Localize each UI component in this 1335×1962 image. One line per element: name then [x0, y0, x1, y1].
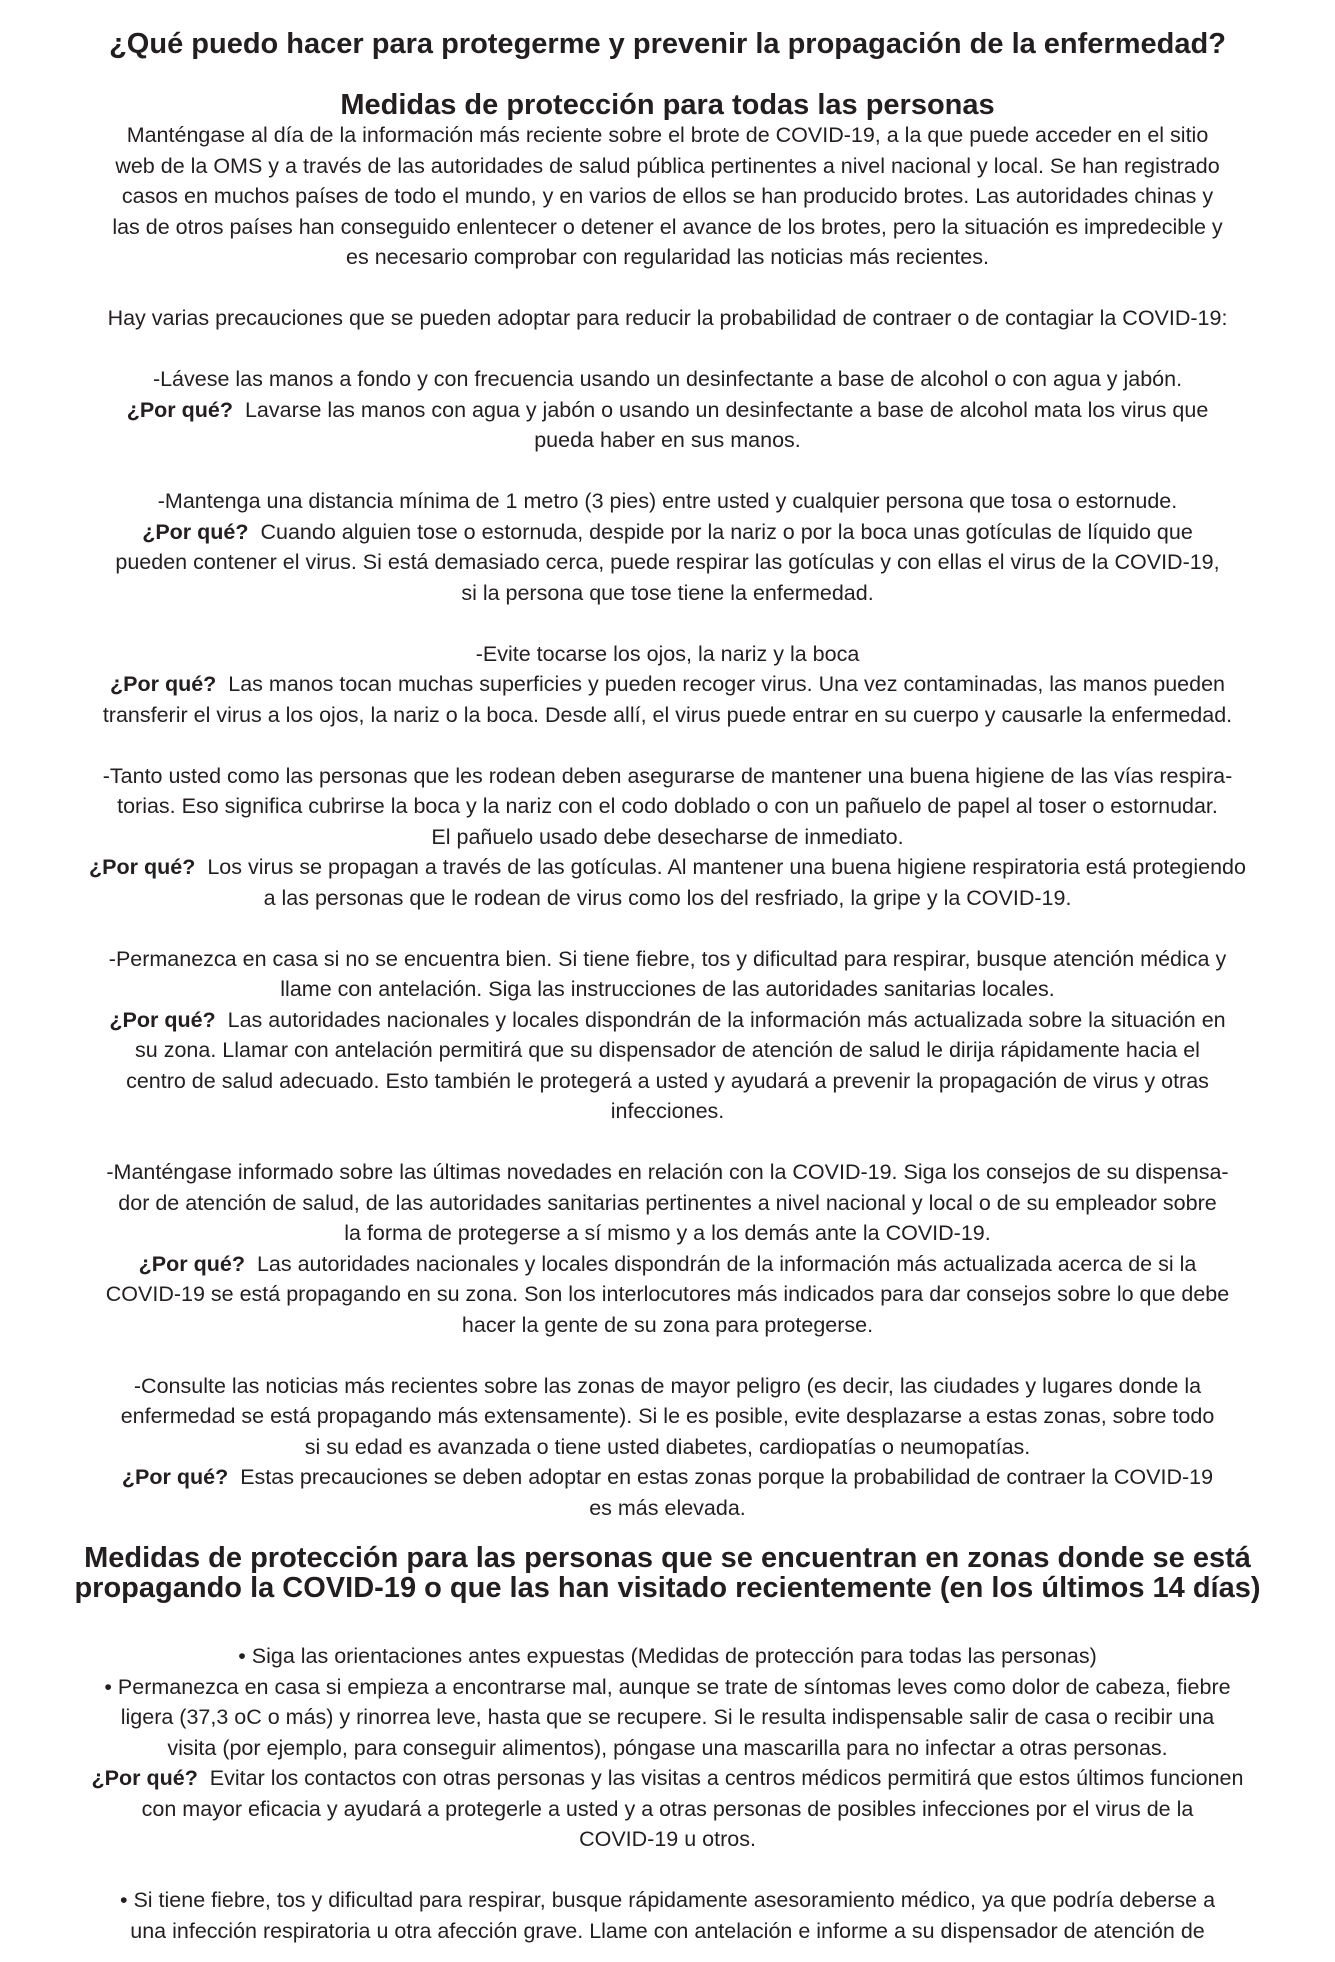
why-text: Las autoridades nacionales y locales dispondrán de la información más actualizada acerca de si la — [256, 1251, 1197, 1276]
section-heading-line: propagando la COVID-19 o que las han visitado recientemente (en los últimos 14 días) — [74, 1572, 1261, 1604]
why-line: transferir el virus a los ojos, la nariz o la boca. Desde allí, el virus puede entrar en su cuerpo y causarle la enfermedad. — [102, 702, 1233, 727]
page-title: ¿Qué puedo hacer para protegerme y prevenir la propagación de la enfermedad? — [109, 28, 1226, 60]
why-label: ¿Por qué? — [142, 519, 249, 544]
measure-line: El pañuelo usado debe desecharse de inmediato. — [431, 824, 904, 849]
measure-line: -Consulte las noticias más recientes sobre las zonas de mayor peligro (es decir, las ciudades y lugares donde la — [133, 1373, 1202, 1398]
why-label: ¿Por qué? — [121, 1465, 229, 1489]
precautions-intro: Hay varias precauciones que se pueden adoptar para reducir la probabilidad de contraer o de contagiar la COVID-19: — [107, 306, 1228, 330]
why-line: COVID-19 u otros. — [579, 1827, 756, 1851]
section-heading-line: Medidas de protección para las personas que se encuentran en zonas donde se está — [84, 1542, 1251, 1574]
why-line: hacer la gente de su zona para protegerse. — [461, 1312, 874, 1337]
why-label: ¿Por qué? — [110, 672, 217, 696]
why-text: Cuando alguien tose o estornuda, despide por la nariz o por la boca unas gotículas de líquido que — [260, 519, 1193, 544]
bullet-line: visita (por ejemplo, para conseguir alimentos), póngase una mascarilla para no infectar a otras personas. — [167, 1735, 1168, 1760]
measure-line: si su edad es avanzada o tiene usted diabetes, cardiopatías o neumopatías. — [304, 1434, 1031, 1459]
why-line — [24, 517, 1311, 548]
measure-line: la forma de protegerse a sí mismo y a los demás ante la COVID-19. — [344, 1221, 991, 1245]
measure-line: -Evite tocarse los ojos, la nariz y la boca — [475, 641, 860, 666]
why-line — [24, 1005, 1311, 1036]
why-label: ¿Por qué? — [138, 1251, 245, 1276]
bullet-line: • Siga las orientaciones antes expuestas (Medidas de protección para todas las personas) — [238, 1644, 1097, 1668]
section-heading-affected-zones — [24, 1543, 1311, 1603]
bullet-line: • Permanezca en casa si empieza a encontrarse mal, aunque se trate de síntomas leves como dolor de cabeza, fiebre — [104, 1674, 1231, 1699]
why-line — [24, 395, 1311, 426]
measure-line: -Permanezca en casa si no se encuentra bien. Si tiene fiebre, tos y dificultad para respirar, busque atención médica y — [108, 946, 1227, 971]
why-text: Las autoridades nacionales y locales dispondrán de la información más actualizada sobre la situación en — [227, 1007, 1226, 1032]
why-line: su zona. Llamar con antelación permitirá que su dispensador de atención de salud le dirija rápidamente hacia el — [135, 1038, 1200, 1062]
why-line: infecciones. — [610, 1099, 725, 1123]
measure-line: enfermedad se está propagando más extensamente). Si le es posible, evite desplazarse a estas zonas, sobre todo — [120, 1404, 1215, 1428]
measure-line: torias. Eso significa cubrirse la boca y la nariz con el codo doblado o con un pañuelo de papel al toser o estornudar. — [117, 794, 1218, 818]
intro-line: es necesario comprobar con regularidad las noticias más recientes. — [346, 245, 989, 269]
measure-line: -Tanto usted como las personas que les rodean deben asegurarse de mantener una buena higiene de las vías respira- — [102, 763, 1233, 788]
why-line: con mayor eficacia y ayudará a protegerle a usted y a otras personas de posibles infecciones por el virus de la — [141, 1796, 1194, 1821]
why-line — [24, 669, 1311, 700]
why-text: Los virus se propagan a través de las gotículas. Al mantener una buena higiene respiratoria está protegiendo — [207, 855, 1246, 879]
measure-line: -Mantenga una distancia mínima de 1 metro (3 pies) entre usted y cualquier persona que tosa o estornude. — [157, 489, 1178, 513]
why-line: si la persona que tose tiene la enfermedad. — [461, 580, 874, 605]
why-line: centro de salud adecuado. Esto también le protegerá a usted y ayudará a prevenir la propagación de virus y otras — [126, 1068, 1209, 1093]
why-text: Evitar los contactos con otras personas y las visitas a centros médicos permitirá que estos últimos funcionen — [209, 1766, 1244, 1790]
why-line — [24, 1462, 1311, 1493]
why-text: Lavarse las manos con agua y jabón o usando un desinfectante a base de alcohol mata los virus que — [244, 397, 1209, 422]
intro-line: las de otros países han conseguido enlentecer o detener el avance de los brotes, pero la situación es impredecible y — [112, 214, 1223, 239]
why-label: ¿Por qué? — [126, 397, 233, 422]
why-line: es más elevada. — [589, 1495, 746, 1520]
intro-line: casos en muchos países de todo el mundo, y en varios de ellos se han producido brotes. Las autoridades chinas y — [121, 184, 1214, 208]
why-label: ¿Por qué? — [109, 1007, 216, 1032]
why-text: Estas precauciones se deben adoptar en estas zonas porque la probabilidad de contraer la COVID-19 — [240, 1465, 1214, 1489]
why-line — [24, 852, 1311, 883]
why-line: COVID-19 se está propagando en su zona. Son los interlocutores más indicados para dar consejos sobre lo que debe — [105, 1282, 1230, 1306]
bullet-line: una infección respiratoria u otra afección grave. Llame con antelación e informe a su dispensador de atención de — [130, 1918, 1205, 1943]
why-line — [24, 1249, 1311, 1280]
why-line: pueda haber en sus manos. — [534, 428, 801, 452]
why-label: ¿Por qué? — [89, 855, 196, 879]
why-text: Las manos tocan muchas superficies y pueden recoger virus. Una vez contaminadas, las manos pueden — [228, 672, 1225, 696]
measure-line: -Manténgase informado sobre las últimas novedades en relación con la COVID-19. Siga los consejos de su dispensa- — [106, 1160, 1229, 1184]
measure-line: llame con antelación. Siga las instrucciones de las autoridades sanitarias locales. — [280, 977, 1055, 1001]
why-label: ¿Por qué? — [91, 1766, 198, 1790]
why-line: a las personas que le rodean de virus como los del resfriado, la gripe y la COVID-19. — [263, 885, 1072, 910]
why-line: pueden contener el virus. Si está demasiado cerca, puede respirar las gotículas y con ellas el virus de la COVID-19, — [115, 550, 1220, 574]
why-line — [24, 1763, 1311, 1794]
intro-line: web de la OMS y a través de las autoridades de salud pública pertinentes a nivel nacional y local. Se han registrado — [115, 153, 1220, 178]
section-heading-all-people: Medidas de protección para todas las personas — [340, 89, 995, 121]
measure-line: -Lávese las manos a fondo y con frecuencia usando un desinfectante a base de alcohol o con agua y jabón. — [152, 367, 1183, 391]
bullet-line: • Si tiene fiebre, tos y dificultad para respirar, busque rápidamente asesoramiento médico, ya que podría deberse a — [119, 1888, 1216, 1912]
intro-line: Manténgase al día de la información más reciente sobre el brote de COVID-19, a la que puede acceder en el sitio — [126, 123, 1209, 147]
bullet-line: ligera (37,3 oC o más) y rinorrea leve, hasta que se recupere. Si le resulta indispensable salir de casa o recibir una — [120, 1705, 1215, 1729]
measure-line: dor de atención de salud, de las autoridades sanitarias pertinentes a nivel nacional y local o de su empleador sobre — [118, 1190, 1217, 1215]
